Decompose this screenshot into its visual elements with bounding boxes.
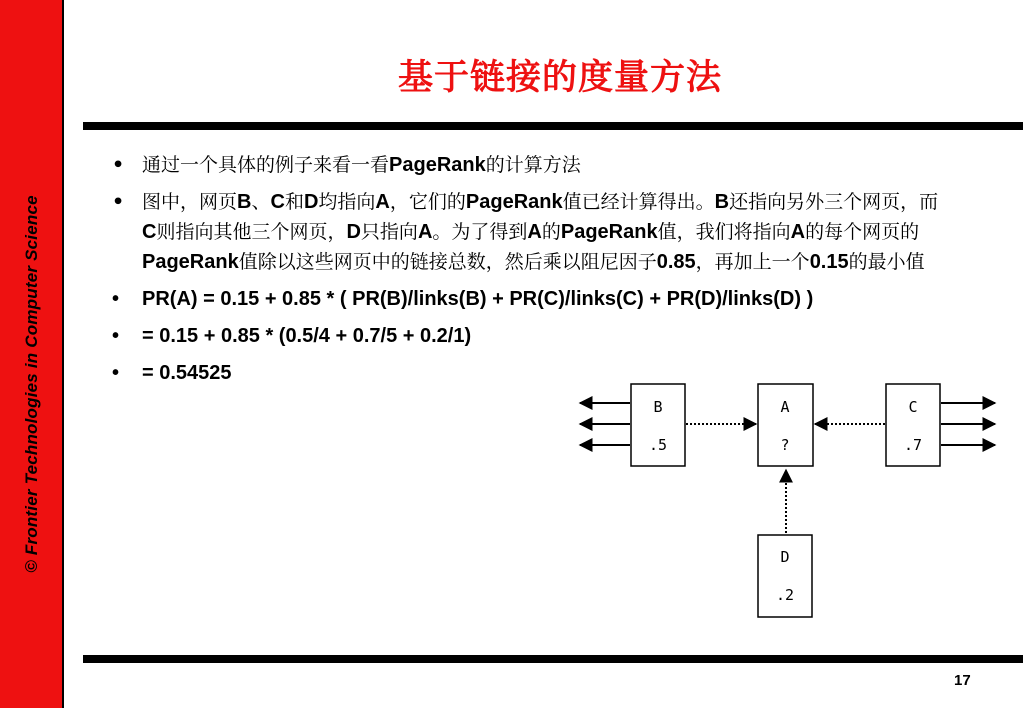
bullet-text: ，再加上一个 xyxy=(695,251,810,273)
bullet-text: PageRank xyxy=(389,154,486,176)
bullet-text: A xyxy=(375,191,390,213)
bullet-text: 的每个网页的 xyxy=(805,221,920,243)
result-text: = 0.54525 xyxy=(142,362,232,384)
bullet-text: C xyxy=(142,221,157,243)
bullet-text: 0.85 xyxy=(656,251,696,273)
formula-text: PR(A) = 0.15 + 0.85 * ( PR(B)/links(B) + PR(C)/links(C) + PR(D)/links(D) ) xyxy=(142,288,814,310)
bullet-text: PageRank xyxy=(465,191,563,213)
node-c-value: .7 xyxy=(903,436,923,454)
node-d-value: .2 xyxy=(775,586,795,604)
bullet-text: A xyxy=(790,221,806,243)
bullet-item: • 图中，网页B、C和D均指向A，它们的PageRank值已经计算得出。B还指向另外三个网页，而C则指向其他三个网页，D只指向A。为了得到A的PageRank值，我们将指向A的每个网页的PageRank值除以这些网页中的链接总数，然后乘以阻尼因子0.85，再加上一个0.15的最小值 xyxy=(112,191,939,273)
bullet-item: • PR(A) = 0.15 + 0.85 * ( PR(B)/links(B) + PR(C)/links(C) + PR(D)/links(D) ) xyxy=(112,288,814,310)
node-a-name: A xyxy=(780,398,790,416)
bullet-text: 和 xyxy=(284,191,304,213)
node-d xyxy=(758,535,812,617)
bullet-text: 的计算方法 xyxy=(485,154,581,176)
bullet-text: 只指向 xyxy=(360,221,418,243)
bullet-text: PageRank xyxy=(560,221,658,243)
bullet-text: 值，我们将指向 xyxy=(657,221,791,243)
bullet-text: 通过一个具体的例子来看一看 xyxy=(142,154,390,176)
bullet-text: 图中，网页 xyxy=(142,191,238,213)
sidebar xyxy=(0,0,64,708)
node-b xyxy=(631,384,685,466)
node-c-name: C xyxy=(908,398,918,416)
node-b-name: B xyxy=(653,398,663,416)
bullet-text: D xyxy=(346,221,361,243)
bullet-list xyxy=(112,150,982,395)
bullet-item: • 通过一个具体的例子来看一看PageRank的计算方法 xyxy=(112,154,581,176)
formula-text: = 0.15 + 0.85 * (0.5/4 + 0.7/5 + 0.2/1) xyxy=(142,325,472,347)
top-divider xyxy=(83,122,1023,130)
bullet-text: 还指向另外三个网页，而 xyxy=(729,191,939,213)
node-a xyxy=(758,384,813,466)
bullet-text: 的 xyxy=(541,221,561,243)
node-b-value: .5 xyxy=(648,436,668,454)
bullet-text: 均指向 xyxy=(318,191,376,213)
page-number: 17 xyxy=(954,672,971,689)
bullet-text: 的最小值 xyxy=(848,251,925,273)
bottom-divider xyxy=(83,655,1023,663)
node-c xyxy=(886,384,940,466)
bullet-text: D xyxy=(303,191,319,213)
bullet-text: C xyxy=(270,191,285,213)
node-a-value: ? xyxy=(780,436,790,454)
node-d-name: D xyxy=(780,548,790,566)
bullet-text: ，它们的 xyxy=(389,191,466,213)
bullet-item: • = 0.15 + 0.85 * (0.5/4 + 0.7/5 + 0.2/1) xyxy=(112,325,472,347)
pagerank-diagram xyxy=(575,380,1000,620)
bullet-text: 。为了得到 xyxy=(432,221,528,243)
bullet-text: 0.15 xyxy=(809,251,849,273)
slide-title: 基于链接的度量方法 xyxy=(397,58,722,98)
bullet-item: • = 0.54525 xyxy=(112,362,232,384)
sidebar-copyright-text: © Frontier Technologies in Computer Science xyxy=(22,195,41,573)
bullet-text: A xyxy=(417,221,433,243)
bullet-text: A xyxy=(527,221,542,243)
bullet-text: PageRank xyxy=(142,251,239,273)
bullet-text: 、 xyxy=(251,191,271,213)
bullet-text: B xyxy=(714,191,730,213)
bullet-text: 则指向其他三个网页， xyxy=(156,221,347,243)
bullet-text: B xyxy=(237,191,252,213)
bullet-text: 值已经计算得出。 xyxy=(562,191,715,213)
bullet-text: 值除以这些网页中的链接总数，然后乘以阻尼因子 xyxy=(238,251,657,273)
